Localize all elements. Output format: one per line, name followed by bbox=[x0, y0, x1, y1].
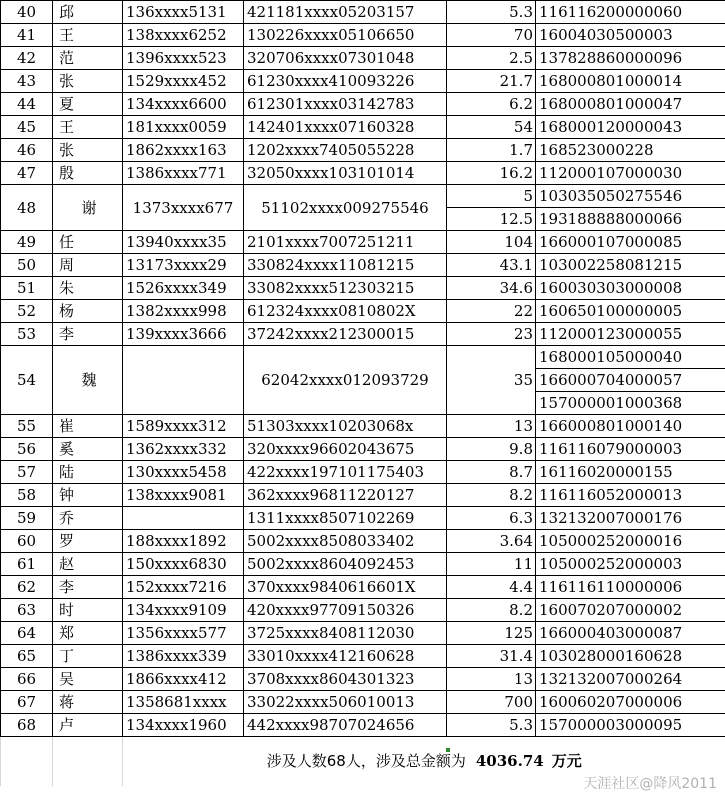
cell-account: 160030303000008 bbox=[536, 277, 725, 300]
cell-no: 49 bbox=[1, 231, 53, 254]
cell-phone: 1382xxxx998 bbox=[123, 300, 244, 323]
cell-amount: 11 bbox=[447, 553, 536, 576]
cell-phone: 130xxxx5458 bbox=[123, 461, 244, 484]
cell-name: 张 bbox=[53, 139, 123, 162]
table-row bbox=[1, 70, 725, 93]
cell-amount: 70 bbox=[447, 24, 536, 47]
cell-id: 330824xxxx11081215 bbox=[244, 254, 447, 277]
cell-name: 夏 bbox=[53, 93, 123, 116]
cell-phone: 136xxxx5131 bbox=[123, 1, 244, 24]
cell-phone: 1589xxxx312 bbox=[123, 415, 244, 438]
cell-phone: 150xxxx6830 bbox=[123, 553, 244, 576]
cell-account: 166000107000085 bbox=[536, 231, 725, 254]
cell-phone: 1529xxxx452 bbox=[123, 70, 244, 93]
summary-empty-cell bbox=[1, 737, 53, 787]
cell-account: 168523000228 bbox=[536, 139, 725, 162]
cell-phone: 1526xxxx349 bbox=[123, 277, 244, 300]
cell-amount: 8.2 bbox=[447, 484, 536, 507]
cell-phone: 1373xxxx677 bbox=[123, 185, 244, 231]
cell-account: 103028000160628 bbox=[536, 645, 725, 668]
cell-name: 时 bbox=[53, 599, 123, 622]
cell-id: 142401xxxx07160328 bbox=[244, 116, 447, 139]
cell-name: 魏 bbox=[53, 346, 123, 415]
cell-amount: 16.2 bbox=[447, 162, 536, 185]
cell-account: 116116079000003 bbox=[536, 438, 725, 461]
cell-account: 160070207000002 bbox=[536, 599, 725, 622]
cell-account: 116116052000013 bbox=[536, 484, 725, 507]
cell-no: 63 bbox=[1, 599, 53, 622]
cell-no: 64 bbox=[1, 622, 53, 645]
cell-name: 崔 bbox=[53, 415, 123, 438]
cell-amount: 6.3 bbox=[447, 507, 536, 530]
cell-no: 53 bbox=[1, 323, 53, 346]
cell-id: 1202xxxx7405055228 bbox=[244, 139, 447, 162]
summary-total: 4036.74 bbox=[475, 752, 544, 770]
cell-account: 132132007000176 bbox=[536, 507, 725, 530]
cell-account: 112000107000030 bbox=[536, 162, 725, 185]
cell-id: 130226xxxx05106650 bbox=[244, 24, 447, 47]
table-row bbox=[1, 254, 725, 277]
cell-error-marker bbox=[446, 748, 450, 752]
cell-id: 5002xxxx8604092453 bbox=[244, 553, 447, 576]
table-row bbox=[1, 484, 725, 507]
cell-phone: 1386xxxx771 bbox=[123, 162, 244, 185]
cell-amount: 9.8 bbox=[447, 438, 536, 461]
cell-id: 442xxxx98707024656 bbox=[244, 714, 447, 737]
cell-id: 5002xxxx8508033402 bbox=[244, 530, 447, 553]
cell-amount: 700 bbox=[447, 691, 536, 714]
cell-phone: 152xxxx7216 bbox=[123, 576, 244, 599]
cell-name: 卢 bbox=[53, 714, 123, 737]
cell-phone: 1386xxxx339 bbox=[123, 645, 244, 668]
cell-name: 吴 bbox=[53, 668, 123, 691]
cell-name: 赵 bbox=[53, 553, 123, 576]
cell-id: 3708xxxx8604301323 bbox=[244, 668, 447, 691]
cell-no: 60 bbox=[1, 530, 53, 553]
cell-account: 168000120000043 bbox=[536, 116, 725, 139]
cell-phone: 134xxxx6600 bbox=[123, 93, 244, 116]
cell-id: 61230xxxx410093226 bbox=[244, 70, 447, 93]
cell-phone: 1356xxxx577 bbox=[123, 622, 244, 645]
table-row bbox=[1, 553, 725, 576]
cell-amount: 2.5 bbox=[447, 47, 536, 70]
cell-account: 166000403000087 bbox=[536, 622, 725, 645]
cell-no: 54 bbox=[1, 346, 53, 415]
cell-name: 王 bbox=[53, 116, 123, 139]
cell-amount: 125 bbox=[447, 622, 536, 645]
table-row bbox=[1, 185, 725, 208]
cell-account: 137828860000096 bbox=[536, 47, 725, 70]
cell-account: 166000801000140 bbox=[536, 415, 725, 438]
cell-id: 37242xxxx212300015 bbox=[244, 323, 447, 346]
cell-phone: 1862xxxx163 bbox=[123, 139, 244, 162]
cell-amount: 6.2 bbox=[447, 93, 536, 116]
cell-amount: 23 bbox=[447, 323, 536, 346]
cell-phone: 181xxxx0059 bbox=[123, 116, 244, 139]
cell-name: 任 bbox=[53, 231, 123, 254]
cell-id: 320xxxx96602043675 bbox=[244, 438, 447, 461]
cell-amount: 21.7 bbox=[447, 70, 536, 93]
cell-account: 112000123000055 bbox=[536, 323, 725, 346]
cell-amount: 8.7 bbox=[447, 461, 536, 484]
cell-account: 16004030500003 bbox=[536, 24, 725, 47]
cell-amount: 43.1 bbox=[447, 254, 536, 277]
cell-no: 47 bbox=[1, 162, 53, 185]
cell-id: 51303xxxx10203068x bbox=[244, 415, 447, 438]
cell-no: 43 bbox=[1, 70, 53, 93]
cell-phone: 1866xxxx412 bbox=[123, 668, 244, 691]
cell-account: 160060207000006 bbox=[536, 691, 725, 714]
cell-account: 160650100000005 bbox=[536, 300, 725, 323]
cell-account: 168000801000014 bbox=[536, 70, 725, 93]
cell-amount: 5.3 bbox=[447, 714, 536, 737]
cell-account: 105000252000003 bbox=[536, 553, 725, 576]
cell-no: 48 bbox=[1, 185, 53, 231]
cell-account: 132132007000264 bbox=[536, 668, 725, 691]
table-row bbox=[1, 346, 725, 369]
table-row bbox=[1, 1, 725, 24]
cell-no: 62 bbox=[1, 576, 53, 599]
table-row bbox=[1, 530, 725, 553]
table-row bbox=[1, 300, 725, 323]
table-row bbox=[1, 691, 725, 714]
cell-no: 55 bbox=[1, 415, 53, 438]
cell-no: 44 bbox=[1, 93, 53, 116]
cell-id: 370xxxx9840616601X bbox=[244, 576, 447, 599]
table-row bbox=[1, 438, 725, 461]
cell-amount: 13 bbox=[447, 415, 536, 438]
cell-id: 32050xxxx103101014 bbox=[244, 162, 447, 185]
cell-phone: 188xxxx1892 bbox=[123, 530, 244, 553]
cell-name: 谢 bbox=[53, 185, 123, 231]
cell-account: 105000252000016 bbox=[536, 530, 725, 553]
table-row bbox=[1, 668, 725, 691]
cell-amount: 5.3 bbox=[447, 1, 536, 24]
cell-account: 157000001000368 bbox=[536, 392, 725, 415]
cell-no: 45 bbox=[1, 116, 53, 139]
cell-id: 612301xxxx03142783 bbox=[244, 93, 447, 116]
cell-name: 乔 bbox=[53, 507, 123, 530]
cell-account: 103035050275546 bbox=[536, 185, 725, 208]
summary-empty-cell bbox=[53, 737, 123, 787]
cell-amount: 34.6 bbox=[447, 277, 536, 300]
cell-amount: 4.4 bbox=[447, 576, 536, 599]
cell-name: 丁 bbox=[53, 645, 123, 668]
cell-amount: 12.5 bbox=[447, 208, 536, 231]
cell-amount: 31.4 bbox=[447, 645, 536, 668]
cell-id: 33010xxxx412160628 bbox=[244, 645, 447, 668]
cell-phone: 139xxxx3666 bbox=[123, 323, 244, 346]
cell-id: 51102xxxx009275546 bbox=[244, 185, 447, 231]
table-row bbox=[1, 277, 725, 300]
cell-amount: 13 bbox=[447, 668, 536, 691]
cell-amount: 104 bbox=[447, 231, 536, 254]
table-row bbox=[1, 714, 725, 737]
cell-phone: 1358681xxxx bbox=[123, 691, 244, 714]
cell-no: 61 bbox=[1, 553, 53, 576]
cell-name: 罗 bbox=[53, 530, 123, 553]
cell-phone: 134xxxx1960 bbox=[123, 714, 244, 737]
table-row bbox=[1, 93, 725, 116]
cell-phone bbox=[123, 346, 244, 415]
table-row bbox=[1, 24, 725, 47]
cell-account: 168000801000047 bbox=[536, 93, 725, 116]
cell-name: 李 bbox=[53, 323, 123, 346]
cell-amount: 22 bbox=[447, 300, 536, 323]
cell-amount: 5 bbox=[447, 185, 536, 208]
table-row bbox=[1, 116, 725, 139]
cell-id: 422xxxx197101175403 bbox=[244, 461, 447, 484]
cell-name: 朱 bbox=[53, 277, 123, 300]
cell-id: 320706xxxx07301048 bbox=[244, 47, 447, 70]
cell-account: 157000003000095 bbox=[536, 714, 725, 737]
cell-id: 1311xxxx8507102269 bbox=[244, 507, 447, 530]
cell-account: 16116020000155 bbox=[536, 461, 725, 484]
table-row bbox=[1, 47, 725, 70]
cell-id: 362xxxx96811220127 bbox=[244, 484, 447, 507]
cell-amount: 8.2 bbox=[447, 599, 536, 622]
cell-name: 李 bbox=[53, 576, 123, 599]
cell-no: 66 bbox=[1, 668, 53, 691]
summary-text: 涉及人数68人，涉及总金额为 bbox=[266, 752, 466, 770]
cell-amount: 54 bbox=[447, 116, 536, 139]
cell-no: 51 bbox=[1, 277, 53, 300]
cell-name: 陆 bbox=[53, 461, 123, 484]
cell-account: 166000704000057 bbox=[536, 369, 725, 392]
cell-id: 3725xxxx8408112030 bbox=[244, 622, 447, 645]
table-row bbox=[1, 645, 725, 668]
cell-name: 钟 bbox=[53, 484, 123, 507]
cell-no: 57 bbox=[1, 461, 53, 484]
table-row bbox=[1, 231, 725, 254]
cell-phone: 138xxxx9081 bbox=[123, 484, 244, 507]
cell-id: 421181xxxx05203157 bbox=[244, 1, 447, 24]
cell-id: 612324xxxx0810802X bbox=[244, 300, 447, 323]
cell-no: 56 bbox=[1, 438, 53, 461]
table-row bbox=[1, 576, 725, 599]
cell-id: 2101xxxx7007251211 bbox=[244, 231, 447, 254]
table-row bbox=[1, 139, 725, 162]
cell-name: 周 bbox=[53, 254, 123, 277]
cell-name: 邱 bbox=[53, 1, 123, 24]
table-row bbox=[1, 461, 725, 484]
cell-no: 50 bbox=[1, 254, 53, 277]
cell-no: 40 bbox=[1, 1, 53, 24]
cell-no: 46 bbox=[1, 139, 53, 162]
cell-amount: 1.7 bbox=[447, 139, 536, 162]
cell-name: 杨 bbox=[53, 300, 123, 323]
table-row bbox=[1, 162, 725, 185]
cell-name: 殷 bbox=[53, 162, 123, 185]
watermark: 天涯社区@降风2011 bbox=[583, 776, 717, 792]
cell-phone: 138xxxx6252 bbox=[123, 24, 244, 47]
summary-unit: 万元 bbox=[551, 752, 582, 770]
cell-name: 王 bbox=[53, 24, 123, 47]
cell-phone: 13940xxxx35 bbox=[123, 231, 244, 254]
table-row bbox=[1, 415, 725, 438]
cell-account: 116116200000060 bbox=[536, 1, 725, 24]
cell-phone: 1396xxxx523 bbox=[123, 47, 244, 70]
cell-phone bbox=[123, 507, 244, 530]
table-row bbox=[1, 622, 725, 645]
cell-no: 67 bbox=[1, 691, 53, 714]
cell-phone: 13173xxxx29 bbox=[123, 254, 244, 277]
cell-account: 168000105000040 bbox=[536, 346, 725, 369]
cell-amount: 3.64 bbox=[447, 530, 536, 553]
cell-account: 103002258081215 bbox=[536, 254, 725, 277]
cell-name: 范 bbox=[53, 47, 123, 70]
cell-name: 郑 bbox=[53, 622, 123, 645]
table-row bbox=[1, 599, 725, 622]
cell-phone: 1362xxxx332 bbox=[123, 438, 244, 461]
cell-id: 420xxxx97709150326 bbox=[244, 599, 447, 622]
cell-no: 42 bbox=[1, 47, 53, 70]
cell-no: 59 bbox=[1, 507, 53, 530]
cell-no: 68 bbox=[1, 714, 53, 737]
cell-name: 张 bbox=[53, 70, 123, 93]
table-row bbox=[1, 507, 725, 530]
table-row bbox=[1, 323, 725, 346]
cell-no: 65 bbox=[1, 645, 53, 668]
cell-account: 193188888000066 bbox=[536, 208, 725, 231]
cell-no: 41 bbox=[1, 24, 53, 47]
cell-no: 58 bbox=[1, 484, 53, 507]
cell-id: 33022xxxx506010013 bbox=[244, 691, 447, 714]
cell-phone: 134xxxx9109 bbox=[123, 599, 244, 622]
cell-name: 蒋 bbox=[53, 691, 123, 714]
cell-name: 奚 bbox=[53, 438, 123, 461]
cell-id: 33082xxxx512303215 bbox=[244, 277, 447, 300]
cell-id: 62042xxxx012093729 bbox=[244, 346, 447, 415]
cell-amount: 35 bbox=[447, 346, 536, 415]
cell-account: 116116110000006 bbox=[536, 576, 725, 599]
cell-no: 52 bbox=[1, 300, 53, 323]
